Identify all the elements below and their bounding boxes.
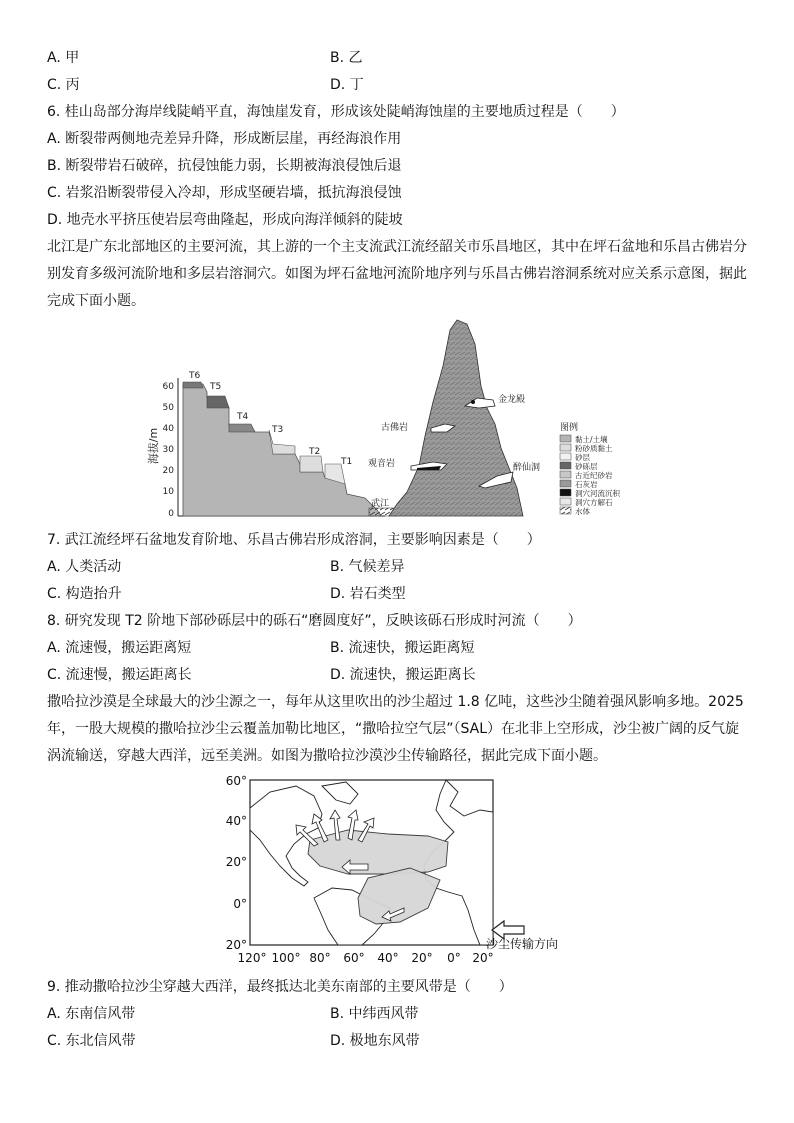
sahara-dust-map <box>218 770 588 970</box>
q9-option-c: C. 东北信风带 <box>47 1033 136 1049</box>
jinlongdian-label: 金龙殿 <box>498 395 526 405</box>
lat-label: 20° <box>225 855 247 869</box>
q6-option-c: C. 岩浆沿断裂带侵入冷却，形成坚硬岩墙，抵抗海浪侵蚀 <box>47 185 402 201</box>
lon-label: 20° <box>472 951 494 965</box>
q8-option-a: A. 流速慢，搬运距离短 <box>47 640 192 656</box>
q9-stem: 9. 推动撒哈拉沙尘穿越大西洋，最终抵达北美东南部的主要风带是（ ） <box>47 979 513 995</box>
legend-item: 石灰岩 <box>575 480 598 489</box>
legend-item: 古近纪砂岩 <box>575 471 613 480</box>
q7-stem: 7. 武江流经坪石盆地发育阶地、乐昌古佛岩形成溶洞，主要影响因素是（ ） <box>47 532 541 548</box>
lon-label: 0° <box>447 951 461 965</box>
lon-label: 40° <box>377 951 399 965</box>
terrace-label: T4 <box>237 412 249 422</box>
legend-item: 粉砂质黏土 <box>575 444 613 453</box>
lon-label: 80° <box>309 951 331 965</box>
q5-option-a: A. 甲 <box>47 50 80 66</box>
lat-label: 40° <box>225 814 247 828</box>
q5-option-c: C. 丙 <box>47 77 80 93</box>
y-axis-label: 海拔/m <box>147 427 160 465</box>
lat-label: 0° <box>233 897 247 911</box>
q5-option-d: D. 丁 <box>330 77 364 93</box>
q6-stem: 6. 桂山岛部分海岸线陡峭平直，海蚀崖发育，形成该处陡峭海蚀崖的主要地质过程是（ ） <box>47 104 625 120</box>
q9-option-d: D. 极地东风带 <box>330 1033 420 1049</box>
q7-option-d: D. 岩石类型 <box>330 586 406 602</box>
y-tick: 0 <box>168 509 174 519</box>
guanyinyan-label: 观音岩 <box>368 459 396 469</box>
lon-label: 20° <box>411 951 433 965</box>
legend-item: 黏土/土壤 <box>575 435 608 444</box>
y-tick: 10 <box>162 487 174 497</box>
q6-option-d: D. 地壳水平挤压使岩层弯曲隆起，形成向海洋倾斜的陡坡 <box>47 212 403 228</box>
legend-item: 砂砾层 <box>575 462 598 471</box>
q7-option-a: A. 人类活动 <box>47 559 122 575</box>
passage-sahara: 撒哈拉沙漠是全球最大的沙尘源之一，每年从这里吹出的沙尘超过 1.8 亿吨，这些沙尘随着强风影响多地。2025 年，一股大规模的撒哈拉沙尘云覆盖加勒比地区，“撒哈拉空气层”（SAL）在北非上空形成，沙尘被广阔的反气旋涡流输送，穿越大西洋，远至美洲。如图为撒哈拉沙漠沙尘传输路径，据此完成下面小题。 <box>47 694 744 764</box>
lon-label: 120° <box>237 951 267 965</box>
q9-option-a: A. 东南信风带 <box>47 1006 136 1022</box>
q8-stem: 8. 研究发现 T2 阶地下部砂砾层中的砾石“磨圆度好”，反映该砾石形成时河流（ ） <box>47 613 582 629</box>
passage-beijiang: 北江是广东北部地区的主要河流，其上游的一个主支流武江流经韶关市乐昌地区，其中在坪石盆地和乐昌古佛岩分别发育多级河流阶地和多层岩溶洞穴。如图为坪石盆地河流阶地序列与乐昌古佛岩溶洞系统对应关系示意图，据此完成下面小题。 <box>47 239 747 309</box>
map-legend-label: 沙尘传输方向 <box>486 937 559 951</box>
y-tick: 60 <box>162 382 174 392</box>
legend-item: 砂层 <box>575 453 590 462</box>
figure-legend <box>560 421 620 516</box>
terrace-label: T2 <box>309 447 321 457</box>
q6-option-a: A. 断裂带两侧地壳差异升降，形成断层崖，再经海浪作用 <box>47 131 402 147</box>
gufoyan-label: 古佛岩 <box>381 423 409 433</box>
lon-label: 100° <box>271 951 301 965</box>
legend-item: 洞穴方解石 <box>575 498 613 507</box>
legend-item: 水体 <box>575 507 590 516</box>
q8-option-b: B. 流速快，搬运距离短 <box>330 640 475 656</box>
terrace-label: T3 <box>272 425 284 435</box>
legend-item: 洞穴河流沉积 <box>575 489 620 498</box>
y-tick: 50 <box>162 403 174 413</box>
lat-label: 20° <box>225 938 247 952</box>
terrace-label: T6 <box>189 371 201 381</box>
q8-option-d: D. 流速快，搬运距离长 <box>330 667 476 683</box>
terrace-cave-figure <box>145 316 665 526</box>
terrace-label: T1 <box>341 457 353 467</box>
terrace-label: T5 <box>210 382 222 392</box>
y-tick: 40 <box>162 424 174 434</box>
y-tick: 20 <box>162 466 174 476</box>
q7-option-c: C. 构造抬升 <box>47 586 122 602</box>
wujiang-label: 武江 <box>371 499 390 509</box>
lat-label: 60° <box>225 774 247 788</box>
y-tick: 30 <box>162 445 174 455</box>
q9-option-b: B. 中纬西风带 <box>330 1006 419 1022</box>
legend-title: 图例 <box>560 423 579 433</box>
q8-option-c: C. 流速慢，搬运距离长 <box>47 667 192 683</box>
q7-option-b: B. 气候差异 <box>330 559 405 575</box>
q5-option-b: B. 乙 <box>330 50 363 66</box>
zuixiandong-label: 醉仙洞 <box>513 463 541 473</box>
lon-label: 60° <box>343 951 365 965</box>
q6-option-b: B. 断裂带岩石破碎，抗侵蚀能力弱，长期被海浪侵蚀后退 <box>47 158 402 174</box>
